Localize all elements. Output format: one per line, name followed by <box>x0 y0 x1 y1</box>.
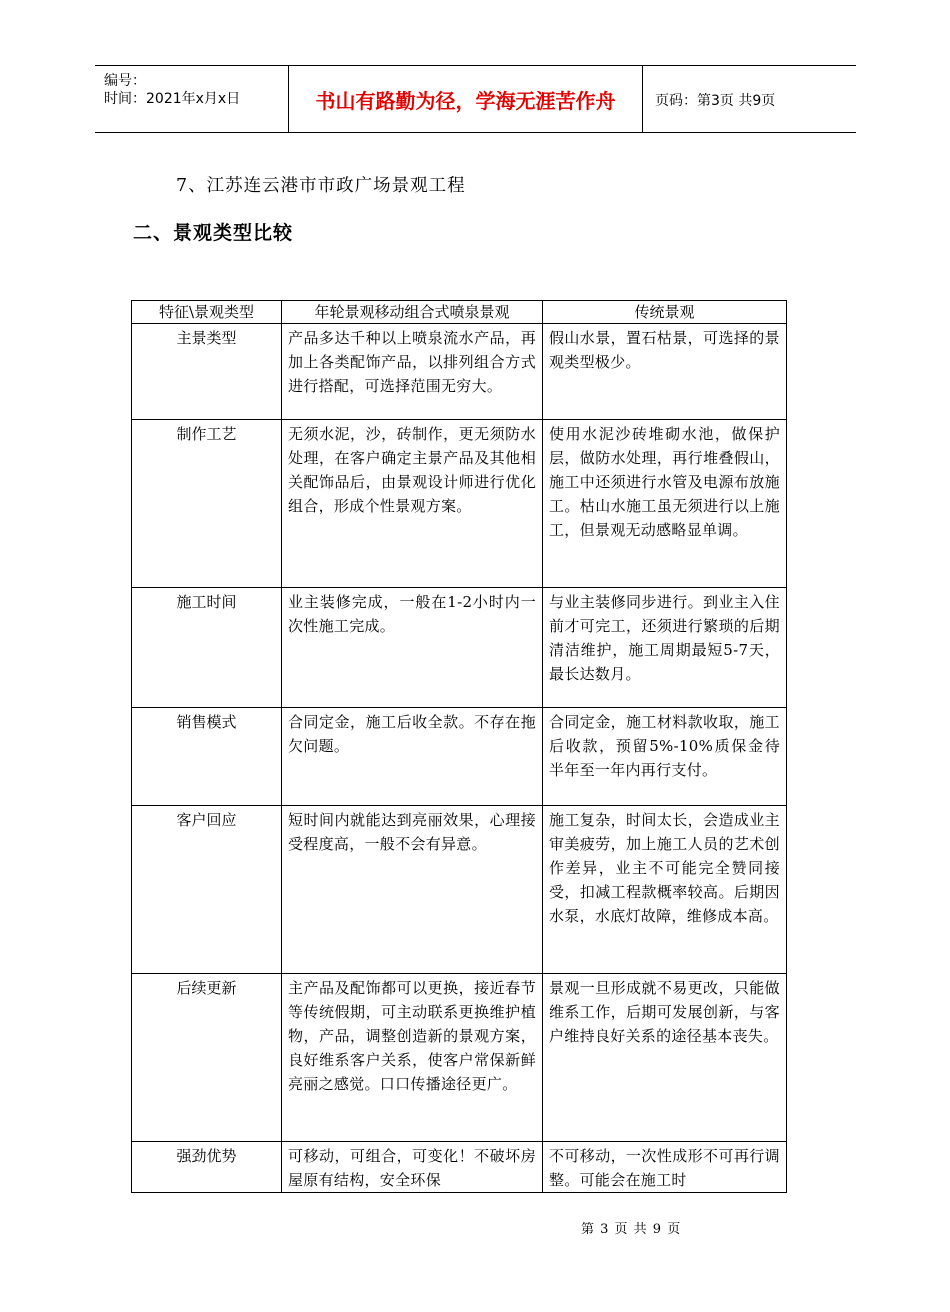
table-row <box>132 708 787 806</box>
list-item-7: 7、江苏连云港市市政广场景观工程 <box>176 176 466 196</box>
table-row <box>132 974 787 1142</box>
table-header-row <box>132 301 787 324</box>
annual-cell: 业主装修完成，一般在1-2小时内一次性施工完成。 <box>282 588 543 708</box>
traditional-cell: 使用水泥沙砖堆砌水池，做保护层，做防水处理，再行堆叠假山，施工中还须进行水管及电源布放施工。枯山水施工虽无须进行以上施工，但景观无动感略显单调。 <box>543 420 787 588</box>
table-row <box>132 420 787 588</box>
document-time-label: 时间：2021年x月x日 <box>104 91 241 107</box>
annual-cell: 短时间内就能达到亮丽效果，心理接受程度高，一般不会有异意。 <box>282 806 543 974</box>
traditional-cell: 施工复杂，时间太长，会造成业主审美疲劳，加上施工人员的艺术创作差异，业主不可能完全赞同接受，扣减工程款概率较高。后期因水泵，水底灯故障，维修成本高。 <box>543 806 787 974</box>
header-feature: 特征\景观类型 <box>132 301 282 324</box>
traditional-cell: 假山水景，置石枯景，可选择的景观类型极少。 <box>543 324 787 420</box>
feature-cell: 客户回应 <box>132 806 282 974</box>
feature-cell: 主景类型 <box>132 324 282 420</box>
annual-cell: 无须水泥，沙，砖制作，更无须防水处理，在客户确定主景产品及其他相关配饰品后，由景观设计师进行优化组合，形成个性景观方案。 <box>282 420 543 588</box>
feature-cell: 制作工艺 <box>132 420 282 588</box>
table-row <box>132 806 787 974</box>
annual-cell: 合同定金，施工后收全款。不存在拖欠问题。 <box>282 708 543 806</box>
comparison-table <box>131 300 787 1193</box>
header-motto: 书山有路勤为径，学海无涯苦作舟 <box>289 66 643 132</box>
feature-cell: 销售模式 <box>132 708 282 806</box>
header-traditional-landscape: 传统景观 <box>543 301 787 324</box>
document-number-label: 编号： <box>104 73 146 89</box>
header-page-info: 页码：第3页 共9页 <box>655 93 776 109</box>
traditional-cell: 景观一旦形成就不易更改，只能做维系工作，后期可发展创新，与客户维持良好关系的途径基本丧失。 <box>543 974 787 1142</box>
table-row <box>132 1142 787 1193</box>
page-header <box>95 65 856 133</box>
feature-cell: 后续更新 <box>132 974 282 1142</box>
header-annual-landscape: 年轮景观移动组合式喷泉景观 <box>282 301 543 324</box>
traditional-cell: 合同定金，施工材料款收取，施工后收款，预留5%-10%质保金待半年至一年内再行支付。 <box>543 708 787 806</box>
table-row <box>132 588 787 708</box>
annual-cell: 产品多达千种以上喷泉流水产品，再加上各类配饰产品，以排列组合方式进行搭配，可选择范围无穷大。 <box>282 324 543 420</box>
feature-cell: 强劲优势 <box>132 1142 282 1193</box>
section-title: 二、景观类型比较 <box>133 222 294 244</box>
page-footer: 第 3 页 共 9 页 <box>581 1222 681 1237</box>
traditional-cell: 不可移动，一次性成形不可再行调整。可能会在施工时 <box>543 1142 787 1193</box>
annual-cell: 主产品及配饰都可以更换，接近春节等传统假期，可主动联系更换维护植物，产品，调整创造新的景观方案，良好维系客户关系，使客户常保新鲜亮丽之感觉。口口传播途径更广。 <box>282 974 543 1142</box>
feature-cell: 施工时间 <box>132 588 282 708</box>
table-row <box>132 324 787 420</box>
annual-cell: 可移动，可组合，可变化！不破坏房屋原有结构，安全环保 <box>282 1142 543 1193</box>
traditional-cell: 与业主装修同步进行。到业主入住前才可完工，还须进行繁琐的后期清洁维护，施工周期最短5-7天，最长达数月。 <box>543 588 787 708</box>
header-meta-cell <box>95 66 289 132</box>
